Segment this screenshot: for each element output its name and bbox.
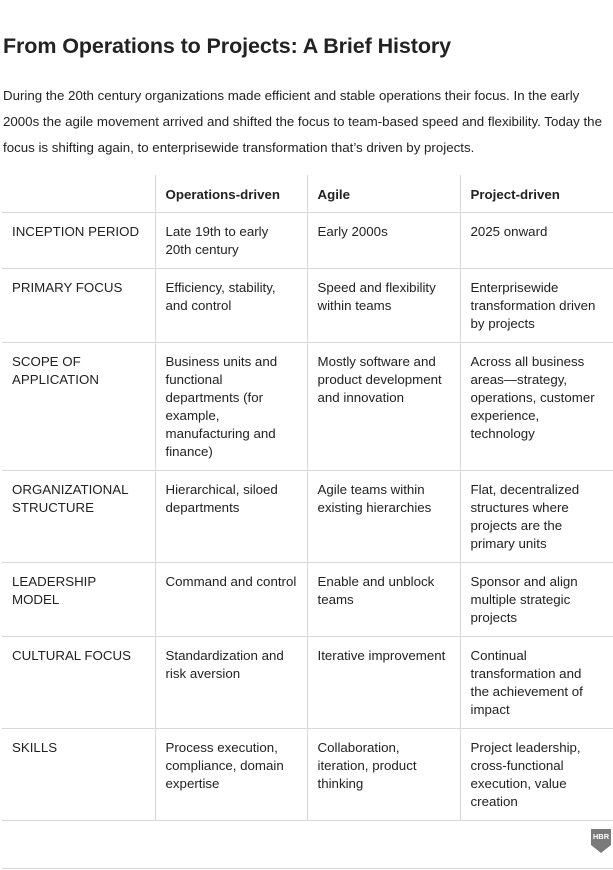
row-label: CULTURAL FOCUS <box>2 637 155 729</box>
table-row <box>2 213 613 269</box>
operations-driven-cell: Business units and functional departments (for example, manufacturing and finance) <box>155 343 307 471</box>
agile-cell: Collaboration, iteration, product thinking <box>307 729 460 821</box>
table-row <box>2 343 613 471</box>
page-title: From Operations to Projects: A Brief History <box>3 34 451 58</box>
table-row <box>2 729 613 821</box>
operations-driven-cell: Efficiency, stability, and control <box>155 269 307 343</box>
header-agile: Agile <box>307 175 460 213</box>
operations-driven-cell: Standardization and risk aversion <box>155 637 307 729</box>
project-driven-cell: Project leadership, cross-functional execution, value creation <box>460 729 613 821</box>
agile-cell: Enable and unblock teams <box>307 563 460 637</box>
intro-text: During the 20th century organizations made efficient and stable operations their focus. In the early 2000s the agile movement arrived and shifted the focus to team-based speed and flexibility. Today the focus is shifting again, to enterprisewide transformation that’s driven by projects. <box>3 88 602 155</box>
operations-driven-cell: Hierarchical, siloed departments <box>155 471 307 563</box>
project-driven-cell: 2025 onward <box>460 213 613 269</box>
agile-cell: Early 2000s <box>307 213 460 269</box>
footer <box>2 813 613 869</box>
table-row <box>2 471 613 563</box>
project-driven-cell: Across all business areas—strategy, operations, customer experience, technology <box>460 343 613 471</box>
svg-text:HBR: HBR <box>592 832 610 841</box>
project-driven-cell: Sponsor and align multiple strategic projects <box>460 563 613 637</box>
agile-cell: Mostly software and product development and innovation <box>307 343 460 471</box>
agile-cell: Speed and flexibility within teams <box>307 269 460 343</box>
project-driven-cell: Flat, decentralized structures where projects are the primary units <box>460 471 613 563</box>
row-label: INCEPTION PERIOD <box>2 213 155 269</box>
operations-driven-cell: Process execution, compliance, domain expertise <box>155 729 307 821</box>
table-row <box>2 563 613 637</box>
header-empty <box>2 175 155 213</box>
row-label: SCOPE OF APPLICATION <box>2 343 155 471</box>
operations-driven-cell: Late 19th to early 20th century <box>155 213 307 269</box>
table-row <box>2 637 613 729</box>
operations-driven-cell: Command and control <box>155 563 307 637</box>
row-label: SKILLS <box>2 729 155 821</box>
agile-cell: Iterative improvement <box>307 637 460 729</box>
row-label: LEADERSHIP MODEL <box>2 563 155 637</box>
header-operations-driven: Operations-driven <box>155 175 307 213</box>
header-project-driven: Project-driven <box>460 175 613 213</box>
table-header-row <box>2 175 613 213</box>
row-label: PRIMARY FOCUS <box>2 269 155 343</box>
agile-cell: Agile teams within existing hierarchies <box>307 471 460 563</box>
table-row <box>2 269 613 343</box>
project-driven-cell: Continual transformation and the achievement of impact <box>460 637 613 729</box>
comparison-table <box>2 175 613 821</box>
project-driven-cell: Enterprisewide transformation driven by projects <box>460 269 613 343</box>
row-label: ORGANIZATIONAL STRUCTURE <box>2 471 155 563</box>
hbr-logo-icon <box>591 829 611 853</box>
